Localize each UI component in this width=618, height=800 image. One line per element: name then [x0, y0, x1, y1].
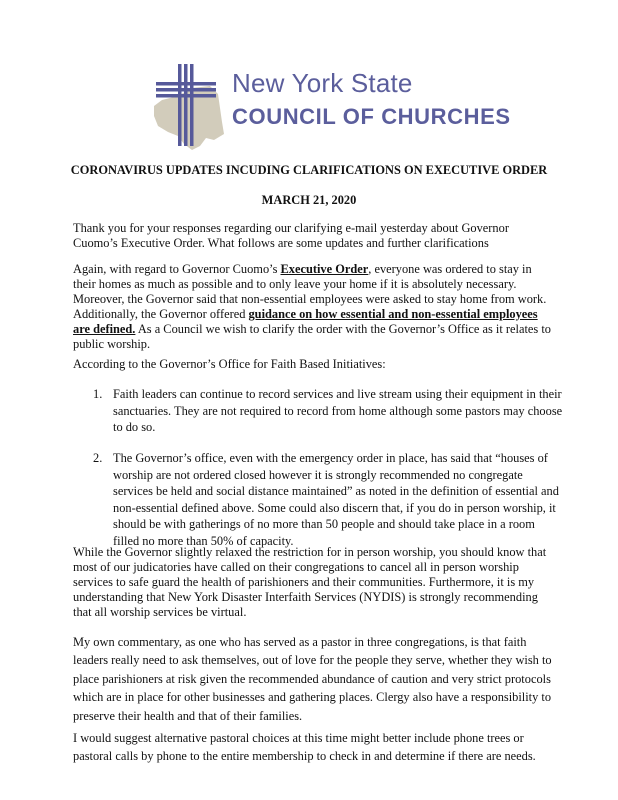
logo-text-line2: COUNCIL OF CHURCHES [232, 104, 511, 129]
commentary-paragraph: My own commentary, as one who has served as a pastor in three congregations, is that faith leaders really need to ask themselves, out of love for the people they serve, whether they wish to place parishioners at risk given the recommended abundance of caution and very strict protocols which are in place for other businesses and gathering places. Clergy also have a responsibility to preserve their health and that of their families. [73, 635, 552, 723]
list-item-text: The Governor’s office, even with the emergency order in place, has said that “houses of worship are not ordered closed however it is strongly recommended no congregate services be held and social distance maintained” as noted in the definition of essential and non-essential defined above. Some could also discern that, if you do in person worship, it should be with gatherings of no more than 50 people and should take place in a room filled no more than 50% of capacity. [113, 451, 559, 548]
alternative-choices-paragraph: I would suggest alternative pastoral choices at this time might better include phone trees or pastoral calls by phone to the entire membership to check in and determine if there are needs. [73, 731, 536, 764]
logo-text-line1: New York State [232, 68, 413, 98]
paragraph-text: Again, with regard to Governor Cuomo’s [73, 262, 281, 276]
list-item-number: 1. [93, 387, 103, 401]
faith-office-paragraph: According to the Governor’s Office for Faith Based Initiatives: [73, 357, 386, 371]
paragraph-text: , everyone was ordered to stay in their homes as much as possible and to only leave your home if it is absolutely necessary. Moreover, the Governor said that non-essential employees were asked to stay home from work. Additionally, the Governor offered [73, 262, 547, 321]
document-date: MARCH 21, 2020 [261, 193, 357, 207]
council-logo [148, 60, 511, 160]
document-title: CORONAVIRUS UPDATES INCUDING CLARIFICATIONS ON EXECUTIVE ORDER [70, 163, 548, 177]
intro-paragraph: Thank you for your responses regarding our clarifying e-mail yesterday about Governor Cuomo’s Executive Order. What follows are some updates and further clarifications [73, 221, 509, 250]
executive-order-link[interactable]: Executive Order [280, 262, 369, 276]
essential-guidance-link[interactable]: guidance on how essential and non-essential employees are defined. [73, 307, 538, 336]
list-item-text: Faith leaders can continue to record services and live stream using their equipment in their sanctuaries. They are not required to record from home although some pastors may choose to do so. [113, 387, 563, 435]
paragraph-text: As a Council we wish to clarify the order with the Governor’s Office as it relates to public worship. [73, 322, 551, 351]
cross-and-state-map-icon [148, 60, 238, 160]
list-item-number: 2. [93, 451, 103, 465]
judicatories-paragraph: While the Governor slightly relaxed the restriction for in person worship, you should know that most of our judicatories have called on their congregations to cancel all in person worship services to safe guard the health of parishioners and their communities. Furthermore, it is my understanding that New York Disaster Interfaith Services (NYDIS) is strongly recommending that all worship services be virtual. [73, 545, 547, 619]
executive-order-paragraph [73, 262, 553, 352]
